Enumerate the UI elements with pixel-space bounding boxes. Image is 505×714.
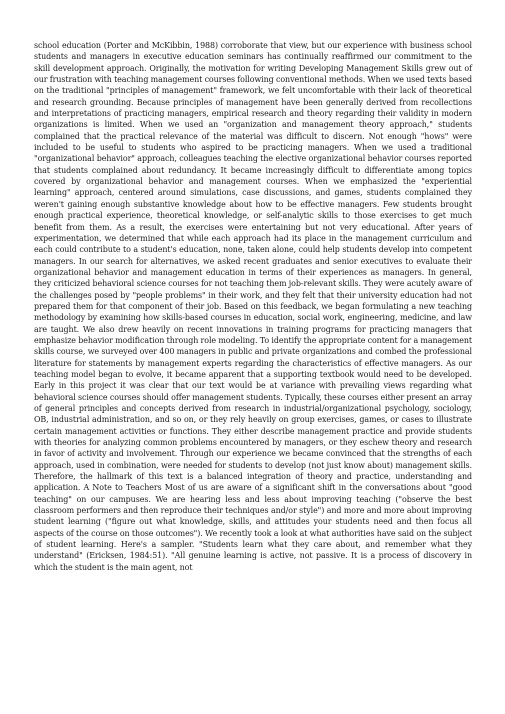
body-paragraph: school education (Porter and McKibbin, 1988) corroborate that view, but our experience with business school students and managers in executive education seminars has continually reaffirmed our commitment to the skill development approach. Originally, the motivation for writing Developing Management Skills grew out of our frustration with teaching management courses following conventional methods. When we used texts based on the traditional "principles of management" framework, we felt uncomfortable with their lack of theoretical and research grounding. Because principles of management have been generally derived from recollections and interpretations of practicing managers, empirical research and theory regarding their validity in modern organizations is limited. When we used an "organization and management theory approach," students complained that the practical relevance of the material was difficult to discern. Not enough "hows" were included to be useful to students who aspired to be practicing managers. When we used a traditional "organizational behavior" approach, colleagues teaching the elective organizational behavior courses reported that students complained about redundancy. It became increasingly difficult to differentiate among topics covered by organizational behavior and management courses. When we emphasized the "experiential learning" approach, centered around simulations, case discussions, and games, students complained they weren't gaining enough substantive knowledge about how to be effective managers. Few students brought enough practical experience, theoretical knowledge, or self-analytic skills to those exercises to get much benefit from them. As a result, the exercises were entertaining but not very educational. After years of experimentation, we determined that while each approach had its place in the management curriculum and each could contribute to a student's education, none, taken alone, could help students develop into competent managers. In our search for alternatives, we asked recent graduates and senior executives to evaluate their organizational behavior and management education in terms of their experiences as managers. In general, they criticized behavioral science courses for not teaching them job-relevant skills. They were acutely aware of the challenges posed by "people problems" in their work, and they felt that their university education had not prepared them for that component of their job. Based on this feedback, we began formulating a new teaching methodology by examining how skills-based courses in education, social work, engineering, medicine, and law are taught. We also drew heavily on recent innovations in training programs for practicing managers that emphasize behavior modification through role modeling. To identify the appropriate content for a management skills course, we surveyed over 400 managers in public and private organizations and combed the professional literature for statements by management experts regarding the characteristics of effective managers. As our teaching model began to evolve, it became apparent that a supporting textbook would need to be developed. Early in this project it was clear that our text would be at variance with prevailing views regarding what behavioral science courses should offer management students. Typically, these courses either present an array of general principles and concepts derived from research in industrial/organizational psychology, sociology, OB, industrial administration, and so on, or they rely heavily on group exercises, games, or cases to illustrate certain management activities or functions. They either describe management practice and provide students with theories for analyzing common problems encountered by managers, or they eschew theory and research in favor of activity and involvement. Through our experience we became convinced that the strengths of each approach, used in combination, were needed for students to develop (not just know about) management skills. Therefore, the hallmark of this text is a balanced integration of theory and practice, understanding and application. A Note to Teachers Most of us are aware of a significant shift in the conversations about "good teaching" on our campuses. We are hearing less and less about improving teaching ("observe the best classroom performers and then reproduce their techniques and/or style") and more and more about improving student learning ("figure out what knowledge, skills, and attitudes your students need and then focus all aspects of the course on those outcomes"). We recently took a look at what authorities have said on the subject of student learning. Here's a sampler. "Students learn what they care about, and remember what they understand" (Ericksen, 1984:51). "All genuine learning is active, not passive. It is a process of discovery in which the student is the main agent, not — [34, 41, 472, 572]
